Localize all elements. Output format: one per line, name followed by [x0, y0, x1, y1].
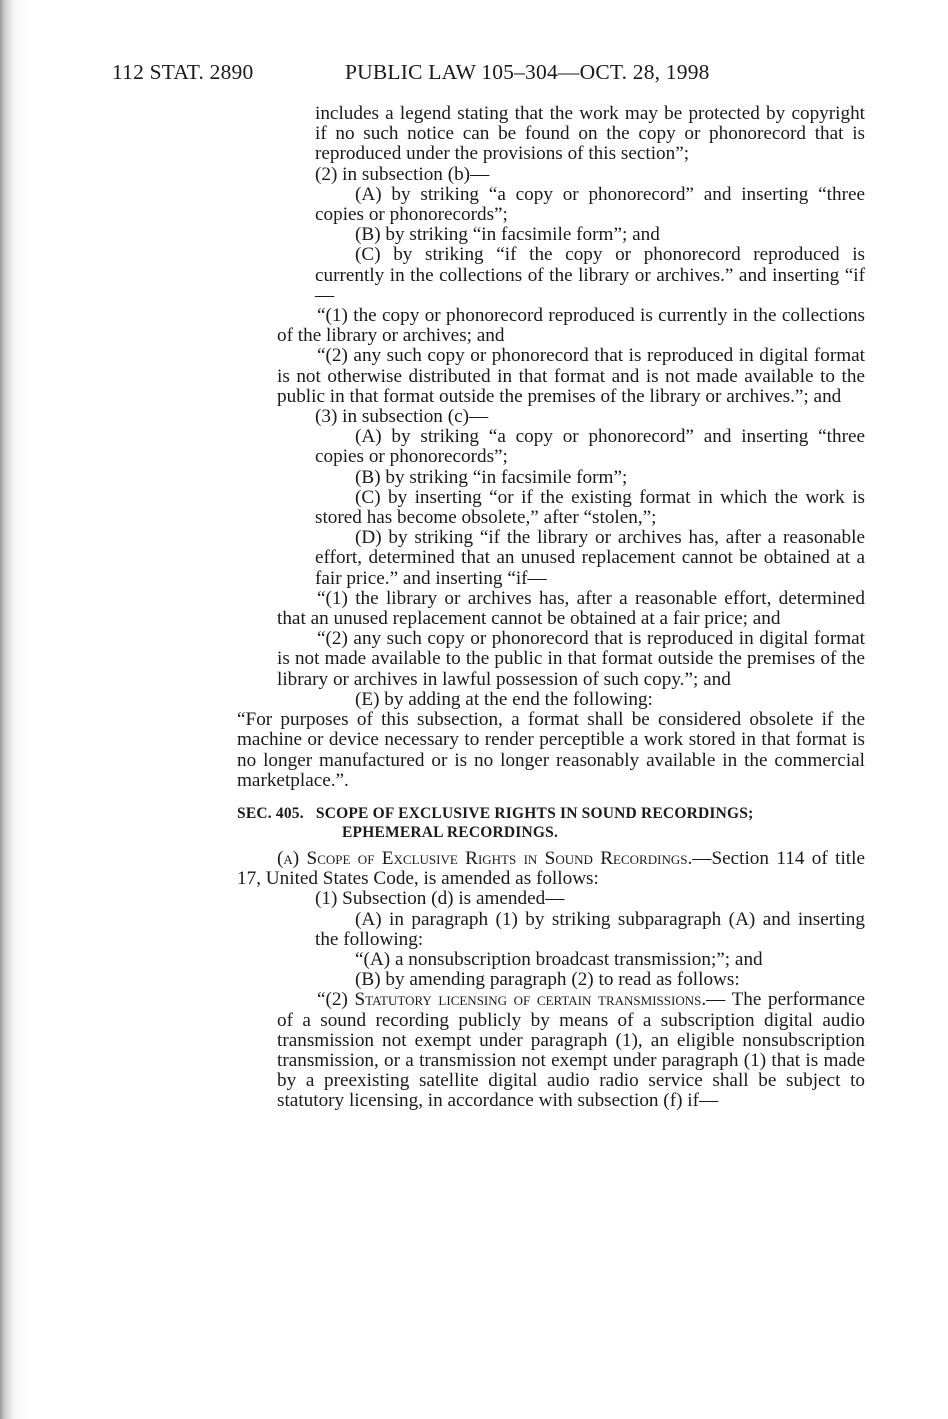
paragraph: (E) by adding at the end the following:	[355, 688, 653, 710]
paragraph	[237, 849, 865, 889]
statute-text	[237, 104, 865, 1112]
paragraph: (A) in paragraph (1) by striking subparagraph (A) and inserting the following:	[315, 908, 865, 950]
paragraph: (C) by striking “if the copy or phonorecord reproduced is currently in the collections of the library or archives.” and inserting “if—	[315, 244, 865, 306]
paragraph: “(2) any such copy or phonorecord that is reproduced in digital format is not made available to the public in that format outside the premises of the library or archives in lawful possession of such copy.”; and	[277, 628, 865, 690]
paragraph-heading: “(2) Statutory licensing of certain transmissions.	[317, 989, 707, 1011]
paragraph: (2) in subsection (b)—	[315, 163, 490, 185]
subsection-text: —Section 114 of title 17, United States Code, is amended as follows:	[237, 847, 865, 890]
paragraph: “For purposes of this subsection, a format shall be considered obsolete if the machine or device necessary to render perceptible a work stored in that format is no longer manufactured or is no longer reasonably available in the commercial marketplace.”.	[237, 709, 865, 791]
paragraph	[277, 990, 865, 1111]
page-number-header: 112 STAT. 2890	[112, 60, 254, 84]
paragraph: (B) by amending paragraph (2) to read as follows:	[355, 969, 740, 991]
paragraph: (B) by striking “in facsimile form”;	[355, 466, 628, 488]
paragraph: (A) by striking “a copy or phonorecord” and inserting “three copies or phonorecords”;	[315, 183, 865, 226]
section-heading	[237, 804, 865, 842]
paragraph: (3) in subsection (c)—	[315, 406, 489, 428]
section-number: SEC. 405.	[237, 804, 304, 822]
paragraph: (1) Subsection (d) is amended—	[315, 888, 565, 910]
public-law-header: PUBLIC LAW 105–304—OCT. 28, 1998	[345, 60, 710, 84]
paragraph: “(2) any such copy or phonorecord that is reproduced in digital format is not otherwise distributed in that format and is not made available to the public in that format outside the premises of the library or archives.”; and	[277, 345, 865, 407]
paragraph: (A) by striking “a copy or phonorecord” and inserting “three copies or phonorecords”;	[315, 426, 865, 468]
paragraph: (B) by striking “in facsimile form”; and	[355, 224, 660, 246]
paragraph: “(A) a nonsubscription broadcast transmission;”; and	[355, 948, 763, 970]
section-title-continued: EPHEMERAL RECORDINGS.	[342, 823, 559, 841]
paragraph: “(1) the library or archives has, after a reasonable effort, determined that an unused replacement cannot be obtained at a fair price; and	[277, 587, 865, 630]
section-title: SCOPE OF EXCLUSIVE RIGHTS IN SOUND RECORDINGS;	[315, 804, 754, 822]
subsection-heading: (a) Scope of Exclusive Rights in Sound Recordings.	[277, 847, 693, 869]
paragraph: “(1) the copy or phonorecord reproduced is currently in the collections of the library or archives; and	[277, 305, 865, 347]
paragraph: (D) by striking “if the library or archives has, after a reasonable effort, determined that an unused replacement cannot be obtained at a fair price.” and inserting “if—	[315, 527, 865, 589]
paragraph: (C) by inserting “or if the existing format in which the work is stored has become obsolete,” after “stolen,”;	[315, 486, 865, 529]
paragraph-text: — The performance of a sound recording publicly by means of a subscription digital audio transmission not exempt under paragraph (1), an eligible nonsubscription transmission, or a transmission not exempt under paragraph (1) that is made by a preexisting satellite digital audio radio service shall be subject to statutory licensing, in accordance with subsection (f) if—	[277, 989, 865, 1112]
paragraph: includes a legend stating that the work may be protected by copyright if no such notice can be found on the copy or phonorecord that is reproduced under the provisions of this section”;	[315, 103, 865, 165]
